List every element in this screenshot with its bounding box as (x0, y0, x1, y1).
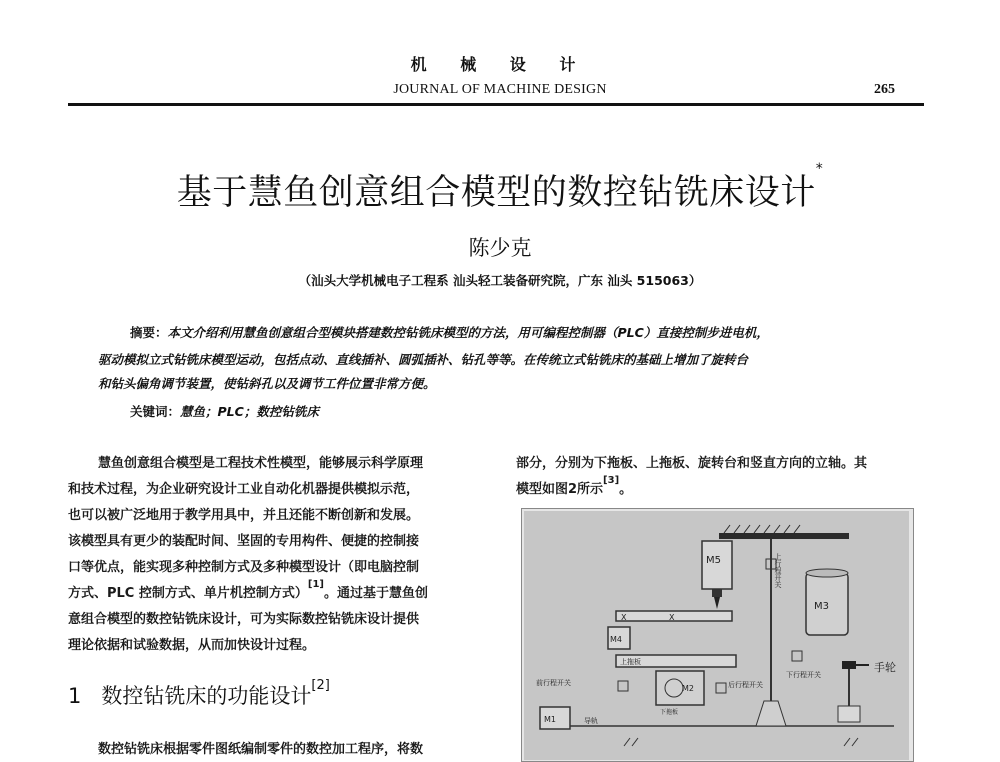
label-m4: M4 (610, 635, 622, 644)
label-m1: M1 (544, 715, 556, 724)
body-line (68, 579, 429, 601)
keywords-text: 慧鱼；PLC；数控钻铣床 (180, 404, 319, 419)
citation-ref: [3] (603, 475, 620, 486)
body-line: 理论依据和试验数据，从而加快设计过程。 (68, 638, 316, 653)
body-line: 意组合模型的数控钻铣床设计，可为实际数控钻铣床设计提供 (68, 612, 420, 627)
keywords (130, 402, 940, 420)
section-heading (68, 680, 330, 710)
section-title: 数控钻铣床的功能设计 (101, 684, 312, 708)
abstract-line-1 (130, 323, 910, 341)
label-m2: M2 (682, 684, 694, 693)
body-line: 口等优点，能实现多种控制方式及多种模型设计（即电脑控制 (68, 560, 420, 575)
label-lower-slide: 下拖板 (660, 709, 679, 716)
title-footnote-mark: * (815, 161, 824, 177)
label-m3: M3 (814, 601, 829, 612)
journal-title-cn: 机 械 设 计 (410, 55, 590, 74)
body-line: 数控钻铣床根据零件图纸编制零件的数控加工程序，将数 (98, 742, 424, 757)
body-line: 慧鱼创意组合模型是工程技术性模型，能够展示科学原理 (98, 456, 424, 471)
citation-ref: [1] (307, 579, 324, 590)
label-upper-switch: 上行程开关 (774, 553, 782, 588)
article-title (0, 161, 1000, 215)
body-line: 和技术过程，为企业研究设计工业自动化机器提供模拟示范， (68, 482, 420, 497)
affiliation: （汕头大学机械电子工程系 汕头轻工装备研究院，广东 汕头 515063） (298, 273, 702, 288)
machine-diagram (524, 511, 909, 760)
label-rear-switch: 后行程开关 (728, 681, 763, 689)
abstract-line-2: 驱动模拟立式钻铣床模型运动，包括点动、直线插补、圆弧插补、钻孔等等。在传统立式钻铣床的基础上增加了旋转台 (98, 352, 749, 367)
label-front-switch: 前行程开关 (536, 679, 571, 687)
label-x-left: X (621, 613, 627, 622)
label-track: 导轨 (584, 717, 598, 725)
label-lower-switch: 下行程开关 (786, 671, 821, 679)
body-line-tail: 。 (619, 482, 633, 497)
body-line: 也可以被广泛地用于教学用具中，并且还能不断创新和发展。 (68, 508, 420, 523)
label-handwheel: 手轮 (874, 661, 896, 674)
journal-title-en: JOURNAL OF MACHINE DESIGN (393, 82, 607, 97)
abstract-text-1: 本文介绍利用慧鱼创意组合型模块搭建数控钻铣床模型的方法，用可编程控制器（PLC）直接控制步进电机， (167, 325, 769, 340)
article-title-text: 基于慧鱼创意组合模型的数控钻铣床设计 (176, 173, 816, 213)
abstract-label: 摘要： (130, 325, 168, 340)
label-upper-slide: 上拖板 (620, 658, 641, 666)
page-number: 265 (874, 82, 895, 97)
author: 陈少克 (468, 236, 532, 260)
section-number: 1 (68, 684, 82, 708)
label-m5: M5 (706, 555, 721, 566)
keywords-label: 关键词： (130, 404, 181, 419)
body-line-tail: 。通过基于慧鱼创 (324, 586, 429, 601)
label-x-right: X (669, 613, 675, 622)
body-line-text: 方式、PLC 控制方式、单片机控制方式） (68, 586, 308, 601)
body-line: 部分，分别为下拖板、上拖板、旋转台和竖直方向的立轴。其 (516, 456, 868, 471)
header-rule (68, 103, 924, 106)
body-line-text: 模型如图2所示 (516, 482, 604, 497)
citation-ref: [2] (311, 678, 330, 693)
abstract-line-3: 和钻头偏角调节装置，使钻斜孔以及调节工件位置非常方便。 (98, 376, 436, 391)
body-line (516, 475, 633, 497)
body-line: 该模型具有更少的装配时间、坚固的专用构件、便捷的控制接 (68, 534, 420, 549)
